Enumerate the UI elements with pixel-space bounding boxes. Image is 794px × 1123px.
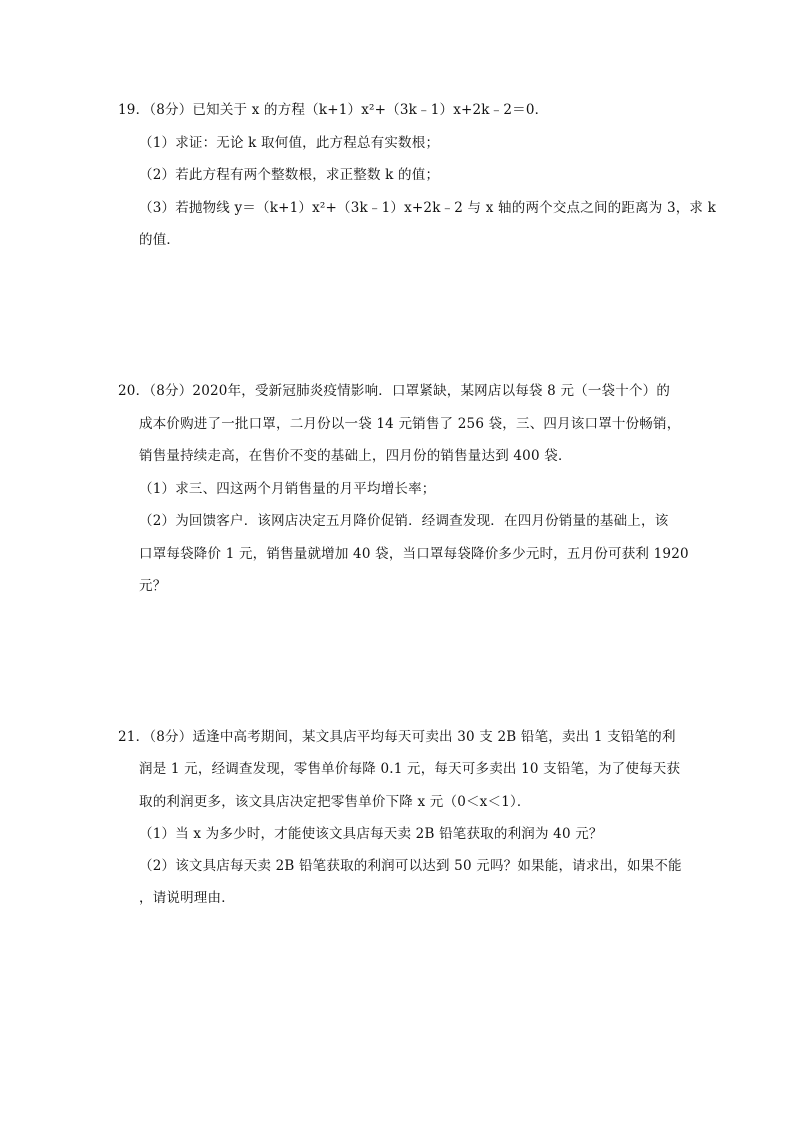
question-part: （2）若此方程有两个整数根，求正整数 k 的值； bbox=[139, 167, 440, 183]
question-stem: 19．（8分）已知关于 x 的方程（k+1）x²+（3k﹣1）x+2k﹣2＝0． bbox=[118, 102, 549, 118]
question-stem: 21．（8分）适逢中高考期间，某文具店平均每天可卖出 30 支 2B 铅笔，卖出 1 支铅笔的利 bbox=[118, 729, 676, 745]
question-part: （2）为回馈客户．该网店决定五月降价促销．经调查发现．在四月份销量的基础上，该 bbox=[139, 513, 669, 529]
question-stem: 20．（8分）2020年，受新冠肺炎疫情影响．口罩紧缺，某网店以每袋 8 元（一袋十个）的 bbox=[118, 383, 671, 399]
question-part: 口罩每袋降价 1 元，销售量就增加 40 袋，当口罩每袋降价多少元时，五月份可获利 1920 bbox=[139, 546, 689, 562]
question-stem: 成本价购进了一批口罩，二月份以一袋 14 元销售了 256 袋，三、四月该口罩十份畅销， bbox=[139, 416, 681, 432]
question-stem: 润是 1 元，经调查发现，零售单价每降 0.1 元，每天可多卖出 10 支铅笔，为了使每天获 bbox=[139, 761, 681, 777]
question-part: 的值． bbox=[139, 232, 181, 248]
question-stem: 取的利润更多，该文具店决定把零售单价下降 x 元（0＜x＜1）． bbox=[139, 794, 531, 810]
question-part: （1）求证：无论 k 取何值，此方程总有实数根； bbox=[139, 135, 440, 151]
question-part: ，请说明理由． bbox=[139, 890, 235, 906]
question-stem: 销售量持续走高，在售价不变的基础上，四月份的销售量达到 400 袋． bbox=[139, 448, 572, 464]
question-part: （1）求三、四这两个月销售量的月平均增长率； bbox=[139, 481, 436, 497]
question-part: （3）若抛物线 y＝（k+1）x²+（3k﹣1）x+2k﹣2 与 x 轴的两个交点之间的距离为 3，求 k bbox=[139, 200, 717, 216]
question-part: 元？ bbox=[139, 578, 167, 594]
question-part: （1）当 x 为多少时，才能使该文具店每天卖 2B 铅笔获取的利润为 40 元？ bbox=[139, 826, 603, 842]
question-part: （2）该文具店每天卖 2B 铅笔获取的利润可以达到 50 元吗？如果能，请求出，如果不能 bbox=[139, 858, 682, 874]
